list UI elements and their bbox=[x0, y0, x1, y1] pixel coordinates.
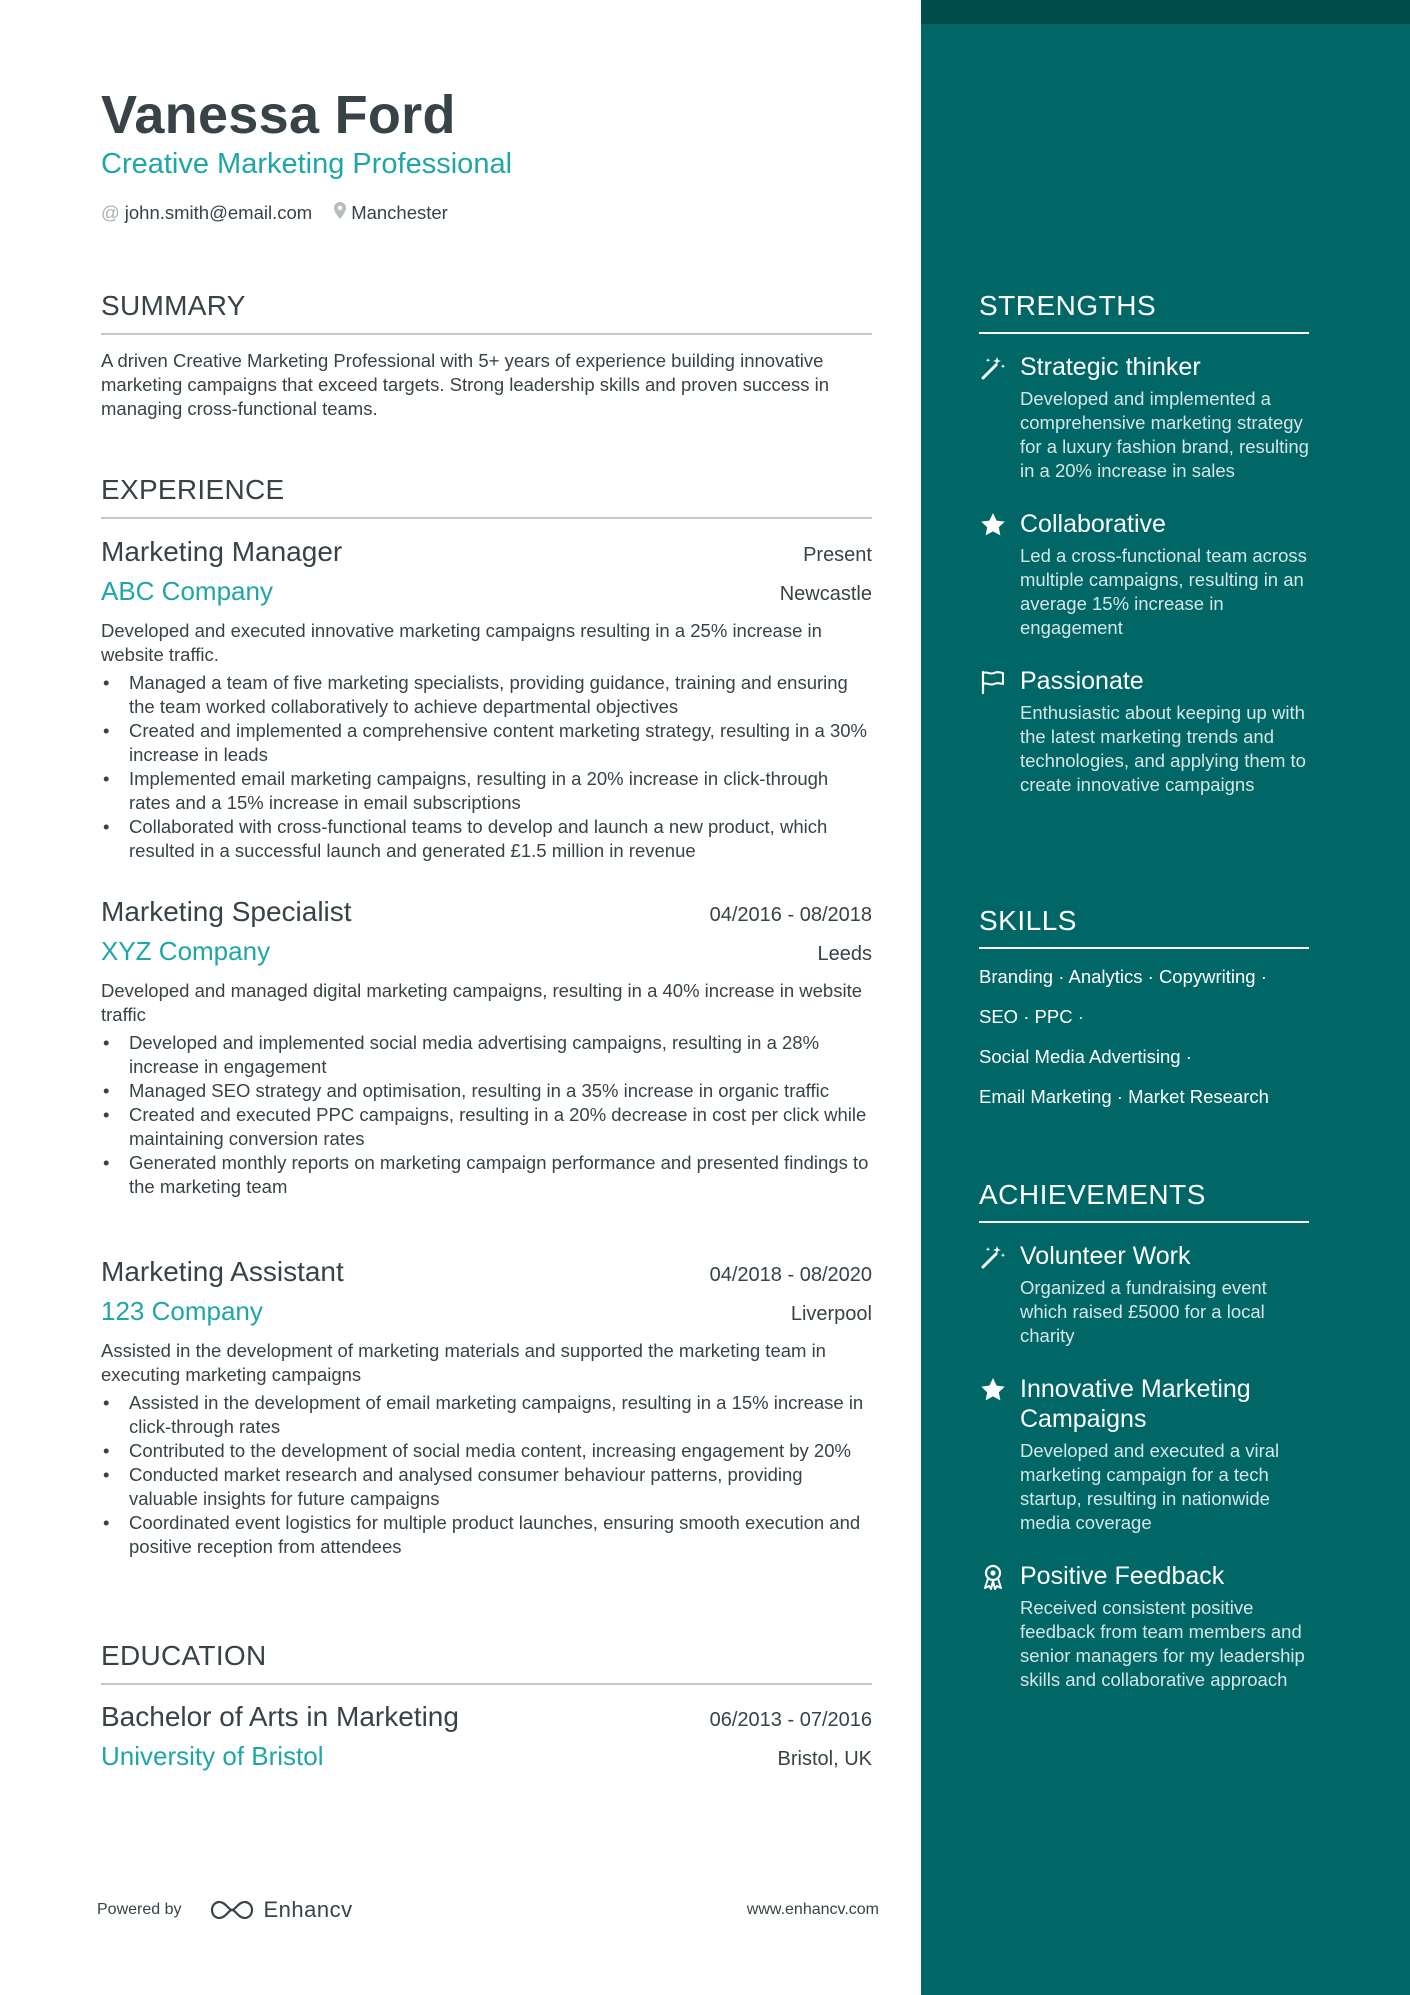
strength-title: Passionate bbox=[1020, 667, 1144, 695]
bullet-item: • Managed a team of five marketing specialists, providing guidance, training and ensuring the team worked collaboratively to achieve departmental objectives bbox=[101, 671, 872, 719]
skills-line: SEO · PPC · bbox=[979, 1006, 1084, 1027]
star-icon bbox=[979, 1376, 1007, 1404]
education-section bbox=[101, 1640, 872, 1685]
summary-section bbox=[101, 290, 872, 421]
bullet-item: • Generated monthly reports on marketing campaign performance and presented findings to the marketing team bbox=[101, 1151, 872, 1199]
summary-text: A driven Creative Marketing Professional with 5+ years of experience building innovative marketing campaigns that exceed targets. Strong leadership skills and proven success in managing cross-functional teams. bbox=[101, 350, 830, 419]
powered-by-label: Powered by bbox=[97, 1901, 182, 1918]
contact-info bbox=[101, 202, 448, 224]
sidebar-top-bar bbox=[921, 0, 1410, 24]
job-dates: 04/2016 - 08/2018 bbox=[709, 904, 872, 926]
job-entry bbox=[101, 1256, 872, 1559]
degree-title: Bachelor of Arts in Marketing bbox=[101, 1701, 459, 1732]
strength-title: Collaborative bbox=[1020, 510, 1166, 538]
bullet-item: • Implemented email marketing campaigns, resulting in a 20% increase in click-through rates and a 15% increase in email subscriptions bbox=[101, 767, 872, 815]
skills-section bbox=[979, 905, 1309, 1109]
company-name[interactable]: ABC Company bbox=[101, 576, 273, 606]
achievement-desc: Received consistent positive feedback from team members and senior managers for my leadership skills and collaborative approach bbox=[1020, 1597, 1305, 1690]
skills-heading: SKILLS bbox=[979, 905, 1309, 949]
bullet-item: • Conducted market research and analysed consumer behaviour patterns, providing valuable insights for future campaigns bbox=[101, 1463, 872, 1511]
job-dates: 04/2018 - 08/2020 bbox=[709, 1264, 872, 1286]
bullet-item: • Managed SEO strategy and optimisation, resulting in a 35% increase in organic traffic bbox=[101, 1079, 872, 1103]
strength-desc: Enthusiastic about keeping up with the latest marketing trends and technologies, and applying them to create innovative campaigns bbox=[1020, 702, 1306, 795]
bullet-item: • Assisted in the development of email marketing campaigns, resulting in a 15% increase in click-through rates bbox=[101, 1391, 872, 1439]
job-title: Marketing Assistant bbox=[101, 1256, 344, 1287]
bullet-item: • Coordinated event logistics for multiple product launches, ensuring smooth execution and positive reception from attendees bbox=[101, 1511, 872, 1559]
job-title: Marketing Manager bbox=[101, 536, 343, 567]
skills-line: Social Media Advertising · bbox=[979, 1046, 1192, 1067]
strength-title: Strategic thinker bbox=[1020, 353, 1201, 381]
contact-email[interactable]: john.smith@email.com bbox=[124, 202, 313, 223]
strength-item bbox=[979, 666, 1309, 797]
strength-desc: Developed and implemented a comprehensive marketing strategy for a luxury fashion brand, resulting in a 20% increase in sales bbox=[1020, 388, 1309, 481]
strength-item bbox=[979, 352, 1309, 483]
at-icon: @ bbox=[101, 202, 120, 223]
bullet-item: • Collaborated with cross-functional teams to develop and launch a new product, which resulted in a successful launch and generated £1.5 million in revenue bbox=[101, 815, 872, 863]
job-description: Assisted in the development of marketing materials and supported the marketing team in executing marketing campaigns bbox=[101, 1340, 826, 1385]
education-location: Bristol, UK bbox=[777, 1748, 872, 1770]
flag-icon bbox=[979, 668, 1007, 696]
skills-line: Email Marketing · Market Research bbox=[979, 1086, 1269, 1107]
achievement-title: Innovative Marketing Campaigns bbox=[1020, 1375, 1251, 1433]
job-location: Newcastle bbox=[779, 583, 872, 605]
star-icon bbox=[979, 511, 1007, 539]
brand-name: Enhancv bbox=[263, 1897, 353, 1922]
magic-wand-icon bbox=[979, 354, 1007, 382]
achievements-heading: ACHIEVEMENTS bbox=[979, 1179, 1309, 1223]
education-entry bbox=[101, 1701, 872, 1772]
strengths-section bbox=[979, 290, 1309, 797]
job-description: Developed and executed innovative marketing campaigns resulting in a 25% increase in website traffic. bbox=[101, 620, 822, 665]
achievement-item bbox=[979, 1374, 1309, 1535]
strength-desc: Led a cross-functional team across multiple campaigns, resulting in an average 15% increase in engagement bbox=[1020, 545, 1307, 638]
candidate-role: Creative Marketing Professional bbox=[101, 148, 513, 180]
job-description: Developed and managed digital marketing campaigns, resulting in a 40% increase in website traffic bbox=[101, 980, 863, 1025]
strength-item bbox=[979, 509, 1309, 640]
infinity-logo-icon bbox=[208, 1897, 256, 1923]
bullet-item: • Contributed to the development of social media content, increasing engagement by 20% bbox=[101, 1439, 872, 1463]
bullet-item: • Created and executed PPC campaigns, resulting in a 20% decrease in cost per click while maintaining conversion rates bbox=[101, 1103, 872, 1151]
location-pin-icon bbox=[334, 202, 346, 224]
magic-wand-icon bbox=[979, 1243, 1007, 1271]
job-dates: Present bbox=[803, 544, 872, 566]
job-location: Leeds bbox=[817, 943, 872, 965]
job-entry bbox=[101, 896, 872, 1199]
strengths-heading: STRENGTHS bbox=[979, 290, 1309, 334]
company-name[interactable]: XYZ Company bbox=[101, 936, 271, 966]
enhancv-logo[interactable] bbox=[208, 1897, 353, 1923]
achievement-item bbox=[979, 1241, 1309, 1348]
summary-heading: SUMMARY bbox=[101, 290, 872, 335]
site-link[interactable]: www.enhancv.com bbox=[746, 1901, 879, 1918]
job-location: Liverpool bbox=[790, 1303, 872, 1325]
skills-line: Branding · Analytics · Copywriting · bbox=[979, 966, 1267, 987]
sidebar bbox=[921, 0, 1410, 1995]
job-entry bbox=[101, 536, 872, 863]
job-title: Marketing Specialist bbox=[101, 896, 352, 927]
bullet-item: • Created and implemented a comprehensive content marketing strategy, resulting in a 30% increase in leads bbox=[101, 719, 872, 767]
company-name[interactable]: 123 Company bbox=[101, 1296, 263, 1326]
achievement-title: Positive Feedback bbox=[1020, 1562, 1225, 1590]
experience-section bbox=[101, 474, 872, 519]
bullet-item: • Developed and implemented social media advertising campaigns, resulting in a 28% increase in engagement bbox=[101, 1031, 872, 1079]
footer bbox=[97, 1895, 879, 1925]
achievement-item bbox=[979, 1561, 1309, 1692]
award-icon bbox=[979, 1563, 1007, 1591]
education-heading: EDUCATION bbox=[101, 1640, 872, 1685]
achievement-title: Volunteer Work bbox=[1020, 1242, 1191, 1270]
job-bullets bbox=[101, 1391, 872, 1559]
achievements-section bbox=[979, 1179, 1309, 1692]
education-dates: 06/2013 - 07/2016 bbox=[709, 1709, 872, 1731]
achievement-desc: Organized a fundraising event which raised £5000 for a local charity bbox=[1020, 1277, 1267, 1346]
experience-heading: EXPERIENCE bbox=[101, 474, 872, 519]
job-bullets bbox=[101, 1031, 872, 1199]
job-bullets bbox=[101, 671, 872, 863]
contact-location: Manchester bbox=[351, 202, 448, 223]
achievement-desc: Developed and executed a viral marketing campaign for a tech startup, resulting in nationwide media coverage bbox=[1020, 1440, 1280, 1533]
candidate-name: Vanessa Ford bbox=[101, 85, 456, 145]
school-name[interactable]: University of Bristol bbox=[101, 1741, 324, 1771]
